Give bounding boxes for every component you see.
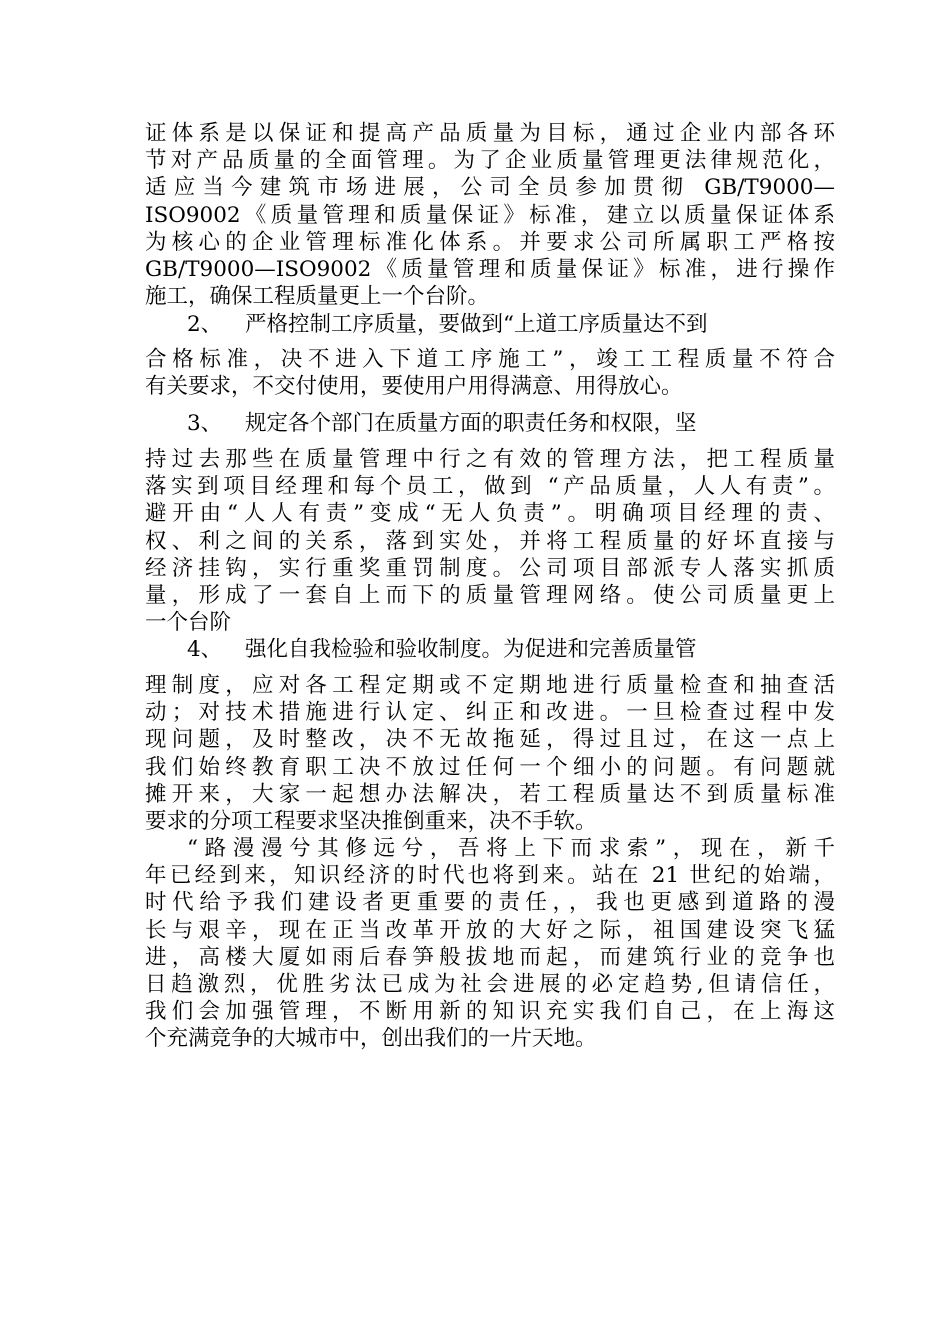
item-4-body [145,672,835,835]
text-line: 持过去那些在质量管理中行之有效的管理方法，把工程质量 [145,447,835,472]
text-line: 节对产品质量的全面管理。为了企业质量管理更法律规范化， [145,148,835,174]
item-2-body [145,346,835,400]
text-line: 个充满竞争的大城市中，创出我们的一片天地。 [145,1026,597,1052]
text-line: 现问题，及时整改，决不无故拖延，得过且过，在这一点上 [145,727,835,753]
text-line: 为核心的企业管理标准化体系。并要求公司所属职工严格按 [145,229,835,255]
text-line: 要求的分项工程要求坚决推倒重来，决不手软。 [145,809,597,835]
text-line: 合格标准，决不进入下道工序施工”，竣工工程质量不符合 [145,347,835,372]
closing-paragraph [145,835,835,1053]
text-line: ISO9002《质量管理和质量保证》标准，建立以质量保证体系 [145,202,835,228]
item-4-heading [187,636,697,663]
text-line: 经济挂钩，实行重奖重罚制度。公司项目部派专人落实抓质 [145,555,835,581]
paragraph-quality-system [145,120,835,310]
text-line: 施工，确保工程质量更上一个台阶。 [145,284,490,310]
item-number: 2、 [187,312,223,337]
item-heading-text: 严格控制工序质量，要做到“上道工序质量达不到 [245,312,708,337]
text-line: 理制度，应对各工程定期或不定期地进行质量检查和抽查活 [145,673,835,698]
text-line: 日趋激烈，优胜劣汰已成为社会进展的必定趋势,但请信任， [145,972,835,998]
item-number: 3、 [187,411,223,436]
item-number: 4、 [187,637,223,662]
text-line: 时代给予我们建设者更重要的责任，，我也更感到道路的漫 [145,890,835,916]
item-heading-text: 强化自我检验和验收制度。为促进和完善质量管 [245,637,697,662]
text-line: 长与艰辛，现在正当改革开放的大好之际，祖国建设突飞猛 [145,917,835,943]
text-line: 权、利之间的关系，落到实处，并将工程质量的好坏直接与 [145,528,835,554]
text-line: 量，形成了一套自上而下的质量管理网络。使公司质量更上 [145,583,835,609]
text-line: 一个台阶 [145,610,232,636]
item-3-body [145,446,835,636]
text-line: 动；对技术措施进行认定、纠正和改进。一旦检查过程中发 [145,700,835,726]
text-line: 摊开来，大家一起想办法解决，若工程质量达不到质量标准 [145,781,835,807]
text-line: 我们始终教育职工决不放过任何一个细小的问题。有问题就 [145,754,835,780]
text-line: “路漫漫兮其修远兮，吾将上下而求索”，现在，新千 [187,836,835,861]
item-3-heading [187,410,697,437]
text-line: GB/T9000—ISO9002《质量管理和质量保证》标准，进行操作 [145,257,835,283]
text-line: 避开由“人人有责”变成“无人负责”。明确项目经理的责、 [145,501,835,527]
item-heading-text: 规定各个部门在质量方面的职责任务和权限，坚 [245,411,697,436]
text-line: 证体系是以保证和提高产品质量为目标，通过企业内部各环 [145,121,835,146]
text-line: 有关要求，不交付使用，要使用户用得满意、用得放心。 [145,374,683,400]
item-2-heading [187,311,708,338]
text-line: 进，高楼大厦如雨后春笋般拔地而起，而建筑行业的竞争也 [145,944,835,970]
text-line: 年已经到来，知识经济的时代也将到来。站在 21 世纪的始端， [145,863,835,889]
text-line: 我们会加强管理，不断用新的知识充实我们自己，在上海这 [145,999,835,1025]
text-line: 适应当今建筑市场进展，公司全员参加贯彻 GB/T9000— [145,175,835,201]
text-line: 落实到项目经理和每个员工，做到 “产品质量，人人有责”。 [145,474,835,500]
